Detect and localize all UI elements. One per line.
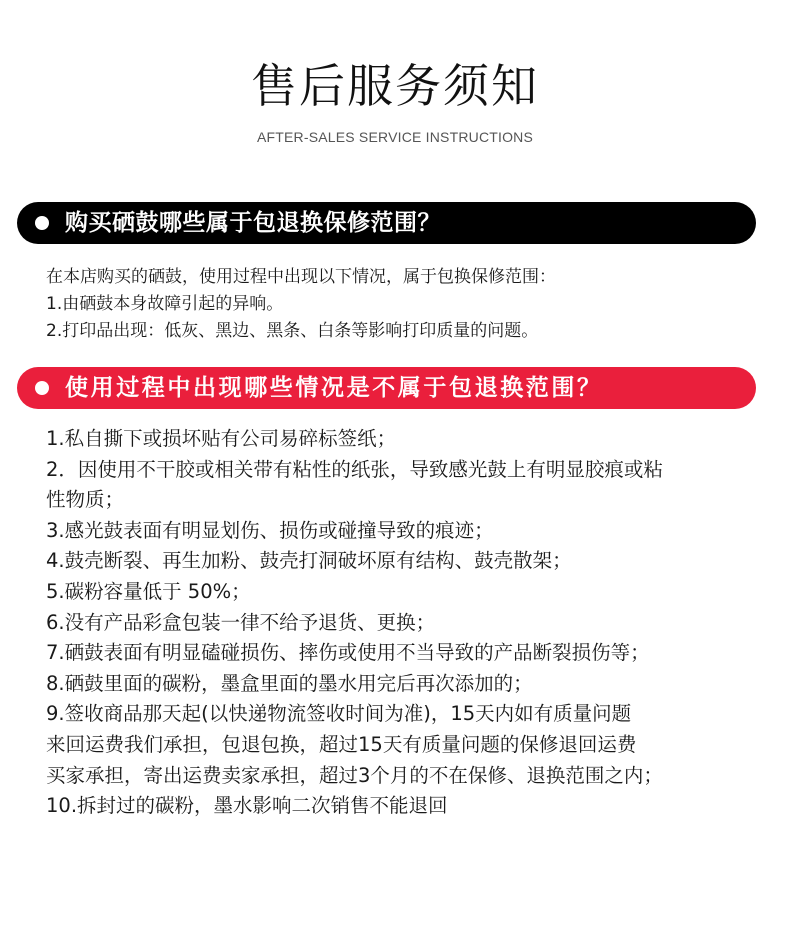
section2-line: 9.签收商品那天起(以快递物流签收时间为准)，15天内如有质量问题 — [46, 702, 632, 726]
section2-line: 买家承担，寄出运费卖家承担，超过3个月的不在保修、退换范围之内； — [46, 763, 663, 787]
page-subtitle: AFTER-SALES SERVICE INSTRUCTIONS — [256, 129, 534, 145]
section2-line: 3.感光鼓表面有明显划伤、损伤或碰撞导致的痕迹； — [46, 518, 494, 542]
page-title: 售后服务须知 — [251, 59, 539, 113]
section1-line: 2.打印品出现：低灰、黑边、黑条、白条等影响打印质量的问题。 — [46, 321, 539, 341]
section1-line: 在本店购买的硒鼓，使用过程中出现以下情况，属于包换保修范围： — [46, 267, 556, 287]
section1-content — [46, 264, 756, 345]
section1-heading: 购买硒鼓哪些属于包退换保修范围？ — [65, 210, 441, 236]
section2-line: 2．因使用不干胶或相关带有粘性的纸张，导致感光鼓上有明显胶痕或粘 — [46, 457, 663, 481]
section2-line: 8.硒鼓里面的碳粉，墨盒里面的墨水用完后再次添加的； — [46, 671, 533, 695]
bullet-dot-icon — [35, 216, 49, 230]
section2-line: 1.私自撕下或损坏贴有公司易碎标签纸； — [46, 427, 397, 450]
section2-line: 性物质； — [46, 488, 125, 512]
section1-heading-bar — [17, 202, 756, 244]
section2-heading: 使用过程中出现哪些情况是不属于包退换范围？ — [65, 375, 603, 401]
section2-content — [46, 424, 766, 822]
bullet-dot-icon — [35, 381, 49, 395]
section2-line: 6.没有产品彩盒包装一律不给予退货、更换； — [46, 610, 436, 634]
section2-line: 7.硒鼓表面有明显磕碰损伤、摔伤或使用不当导致的产品断裂损伤等； — [46, 641, 650, 665]
section2-line: 5.碳粉容量低于 50%； — [46, 579, 251, 603]
section2-heading-bar — [17, 367, 756, 409]
section2-line: 4.鼓壳断裂、再生加粉、鼓壳打洞破坏原有结构、鼓壳散架； — [46, 549, 572, 573]
section2-line: 来回运费我们承担，包退包换，超过15天有质量问题的保修退回运费 — [46, 732, 637, 756]
section2-line: 10.拆封过的碳粉，墨水影响二次销售不能退回 — [46, 794, 448, 818]
section1-line: 1.由硒鼓本身故障引起的异响。 — [46, 294, 284, 314]
